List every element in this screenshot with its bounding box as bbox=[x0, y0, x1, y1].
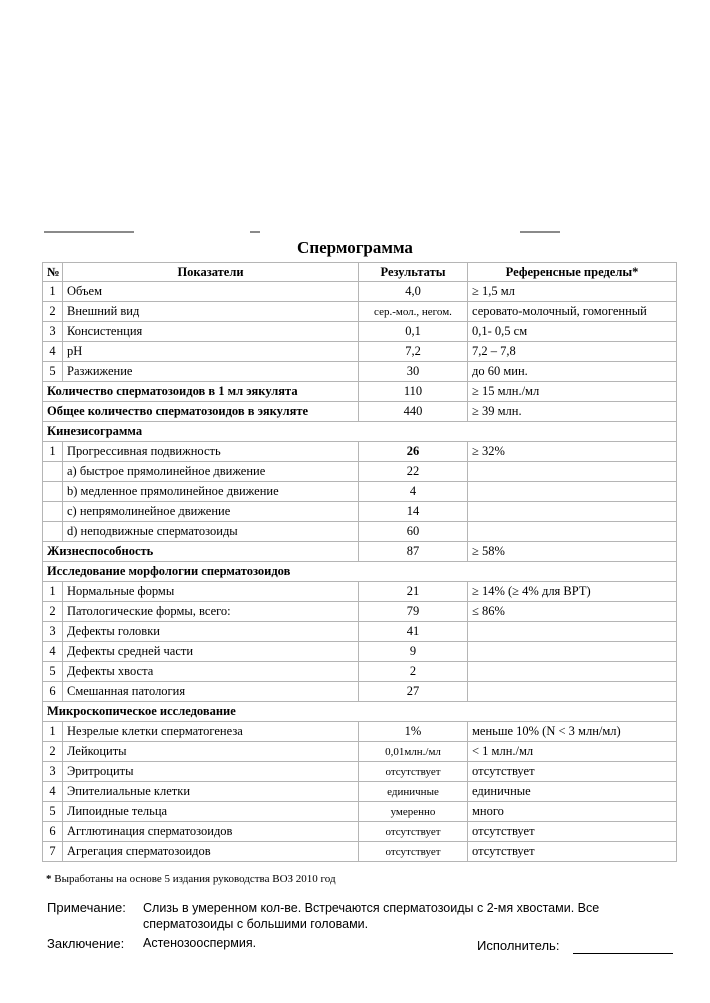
section-heading: Микроскопическое исследование bbox=[43, 702, 677, 722]
indicator-name: Внешний вид bbox=[63, 302, 359, 322]
row-number: 1 bbox=[43, 582, 63, 602]
header-reference: Референсные пределы* bbox=[468, 263, 677, 282]
result-value: 30 bbox=[359, 362, 468, 382]
row-number: 4 bbox=[43, 782, 63, 802]
footnote bbox=[46, 873, 336, 885]
reference-range: < 1 млн./мл bbox=[468, 742, 677, 762]
table-row bbox=[43, 282, 677, 302]
reference-range bbox=[468, 662, 677, 682]
row-number bbox=[43, 502, 63, 522]
table-row bbox=[43, 702, 677, 722]
table-row bbox=[43, 722, 677, 742]
table-row bbox=[43, 302, 677, 322]
row-number bbox=[43, 462, 63, 482]
note-label: Примечание: bbox=[47, 900, 126, 915]
scan-artifact-line bbox=[250, 231, 260, 233]
indicator-name: Лейкоциты bbox=[63, 742, 359, 762]
indicator-name: Жизнеспособность bbox=[43, 542, 359, 562]
result-value: 26 bbox=[359, 442, 468, 462]
table-row bbox=[43, 442, 677, 462]
reference-range: отсутствует bbox=[468, 822, 677, 842]
result-value: 14 bbox=[359, 502, 468, 522]
reference-range bbox=[468, 462, 677, 482]
reference-range: ≥ 14% (≥ 4% для ВРТ) bbox=[468, 582, 677, 602]
result-value: 440 bbox=[359, 402, 468, 422]
reference-range: отсутствует bbox=[468, 762, 677, 782]
reference-range bbox=[468, 642, 677, 662]
header-indicators: Показатели bbox=[63, 263, 359, 282]
result-value: 27 bbox=[359, 682, 468, 702]
indicator-name: pH bbox=[63, 342, 359, 362]
indicator-name: Общее количество сперматозоидов в эякуляте bbox=[43, 402, 359, 422]
table-row bbox=[43, 742, 677, 762]
table-row bbox=[43, 542, 677, 562]
row-number: 5 bbox=[43, 802, 63, 822]
reference-range: 0,1- 0,5 см bbox=[468, 322, 677, 342]
reference-range: ≥ 58% bbox=[468, 542, 677, 562]
result-value: 0,01млн./мл bbox=[359, 742, 468, 762]
reference-range: меньше 10% (N < 3 млн/мл) bbox=[468, 722, 677, 742]
table-row bbox=[43, 642, 677, 662]
row-number: 5 bbox=[43, 662, 63, 682]
indicator-name: Эпителиальные клетки bbox=[63, 782, 359, 802]
row-number: 1 bbox=[43, 282, 63, 302]
reference-range: ≥ 39 млн. bbox=[468, 402, 677, 422]
table-row bbox=[43, 522, 677, 542]
reference-range: ≤ 86% bbox=[468, 602, 677, 622]
indicator-name: Смешанная патология bbox=[63, 682, 359, 702]
table-row bbox=[43, 822, 677, 842]
reference-range: единичные bbox=[468, 782, 677, 802]
result-value: 110 bbox=[359, 382, 468, 402]
result-value: отсутствует bbox=[359, 842, 468, 862]
reference-range: 7,2 – 7,8 bbox=[468, 342, 677, 362]
table-row bbox=[43, 802, 677, 822]
row-number: 2 bbox=[43, 302, 63, 322]
table-body bbox=[43, 282, 677, 862]
table-header-row bbox=[43, 263, 677, 282]
row-number bbox=[43, 482, 63, 502]
result-value: отсутствует bbox=[359, 762, 468, 782]
indicator-name: Агглютинация сперматозоидов bbox=[63, 822, 359, 842]
result-value: 60 bbox=[359, 522, 468, 542]
indicator-name: Агрегация сперматозоидов bbox=[63, 842, 359, 862]
table-row bbox=[43, 602, 677, 622]
conclusion-label: Заключение: bbox=[47, 936, 125, 951]
row-number: 6 bbox=[43, 822, 63, 842]
table-row bbox=[43, 662, 677, 682]
indicator-name: d) неподвижные сперматозоиды bbox=[63, 522, 359, 542]
result-value: 41 bbox=[359, 622, 468, 642]
reference-range bbox=[468, 502, 677, 522]
signature-line bbox=[573, 953, 673, 954]
spermogram-table bbox=[42, 262, 677, 862]
row-number: 5 bbox=[43, 362, 63, 382]
row-number: 7 bbox=[43, 842, 63, 862]
row-number: 4 bbox=[43, 642, 63, 662]
row-number: 2 bbox=[43, 742, 63, 762]
header-number: № bbox=[43, 263, 63, 282]
result-value: 21 bbox=[359, 582, 468, 602]
result-value: 2 bbox=[359, 662, 468, 682]
reference-range: ≥ 32% bbox=[468, 442, 677, 462]
row-number: 3 bbox=[43, 322, 63, 342]
indicator-name: Консистенция bbox=[63, 322, 359, 342]
table-row bbox=[43, 462, 677, 482]
table-row bbox=[43, 502, 677, 522]
indicator-name: Липоидные тельца bbox=[63, 802, 359, 822]
section-heading: Кинезисограмма bbox=[43, 422, 677, 442]
indicator-name: Количество сперматозоидов в 1 мл эякулята bbox=[43, 382, 359, 402]
table-row bbox=[43, 842, 677, 862]
indicator-name: Дефекты хвоста bbox=[63, 662, 359, 682]
table-row bbox=[43, 402, 677, 422]
indicator-name: Патологические формы, всего: bbox=[63, 602, 359, 622]
reference-range: много bbox=[468, 802, 677, 822]
indicator-name: c) непрямолинейное движение bbox=[63, 502, 359, 522]
scan-artifact-line bbox=[44, 231, 134, 233]
table-row bbox=[43, 782, 677, 802]
indicator-name: Дефекты головки bbox=[63, 622, 359, 642]
indicator-name: Разжижение bbox=[63, 362, 359, 382]
reference-range: отсутствует bbox=[468, 842, 677, 862]
result-value: единичные bbox=[359, 782, 468, 802]
result-value: 0,1 bbox=[359, 322, 468, 342]
table-row bbox=[43, 482, 677, 502]
result-value: 7,2 bbox=[359, 342, 468, 362]
indicator-name: Дефекты средней части bbox=[63, 642, 359, 662]
table-row bbox=[43, 622, 677, 642]
reference-range bbox=[468, 682, 677, 702]
row-number: 1 bbox=[43, 722, 63, 742]
result-value: 22 bbox=[359, 462, 468, 482]
result-value: 87 bbox=[359, 542, 468, 562]
result-value: 79 bbox=[359, 602, 468, 622]
reference-range bbox=[468, 522, 677, 542]
result-value: 9 bbox=[359, 642, 468, 662]
reference-range bbox=[468, 482, 677, 502]
result-value: сер.-мол., негом. bbox=[359, 302, 468, 322]
indicator-name: b) медленное прямолинейное движение bbox=[63, 482, 359, 502]
table-row bbox=[43, 582, 677, 602]
table-row bbox=[43, 762, 677, 782]
reference-range: серовато-молочный, гомогенный bbox=[468, 302, 677, 322]
row-number: 2 bbox=[43, 602, 63, 622]
conclusion-text: Астенозооспермия. bbox=[143, 936, 257, 950]
row-number: 4 bbox=[43, 342, 63, 362]
section-heading: Исследование морфологии сперматозоидов bbox=[43, 562, 677, 582]
indicator-name: Объем bbox=[63, 282, 359, 302]
scan-artifact-line bbox=[520, 231, 560, 233]
result-value: отсутствует bbox=[359, 822, 468, 842]
document-title: Спермограмма bbox=[297, 238, 413, 257]
indicator-name: a) быстрое прямолинейное движение bbox=[63, 462, 359, 482]
note-text: Слизь в умеренном кол-ве. Встречаются сперматозоиды с 2-мя хвостами. Все сперматозоиды с большими головами. bbox=[143, 901, 600, 931]
indicator-name: Эритроциты bbox=[63, 762, 359, 782]
reference-range: ≥ 1,5 мл bbox=[468, 282, 677, 302]
table-row bbox=[43, 422, 677, 442]
footnote-mark: * bbox=[46, 873, 52, 885]
footnote-text: Выработаны на основе 5 издания руководства ВОЗ 2010 год bbox=[54, 873, 336, 885]
indicator-name: Незрелые клетки сперматогенеза bbox=[63, 722, 359, 742]
table-row bbox=[43, 322, 677, 342]
executor-label: Исполнитель: bbox=[477, 938, 560, 953]
row-number: 1 bbox=[43, 442, 63, 462]
result-value: 1% bbox=[359, 722, 468, 742]
row-number: 3 bbox=[43, 762, 63, 782]
header-results: Результаты bbox=[359, 263, 468, 282]
result-value: 4,0 bbox=[359, 282, 468, 302]
row-number: 6 bbox=[43, 682, 63, 702]
result-value: 4 bbox=[359, 482, 468, 502]
row-number bbox=[43, 522, 63, 542]
indicator-name: Нормальные формы bbox=[63, 582, 359, 602]
table-row bbox=[43, 682, 677, 702]
table-row bbox=[43, 342, 677, 362]
reference-range: до 60 мин. bbox=[468, 362, 677, 382]
reference-range bbox=[468, 622, 677, 642]
indicator-name: Прогрессивная подвижность bbox=[63, 442, 359, 462]
result-value: умеренно bbox=[359, 802, 468, 822]
table-row bbox=[43, 382, 677, 402]
table-row bbox=[43, 362, 677, 382]
row-number: 3 bbox=[43, 622, 63, 642]
reference-range: ≥ 15 млн./мл bbox=[468, 382, 677, 402]
table-row bbox=[43, 562, 677, 582]
